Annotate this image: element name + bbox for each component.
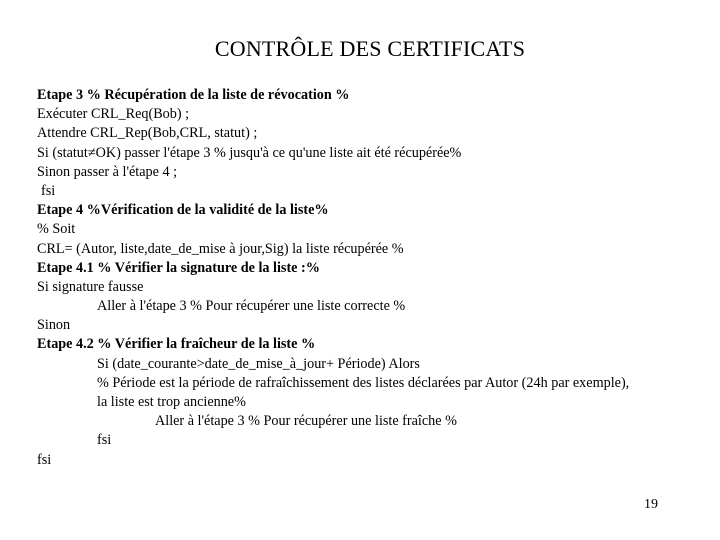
slide-title: CONTRÔLE DES CERTIFICATS	[214, 36, 526, 61]
algorithm-line: % Soit	[37, 221, 76, 238]
algorithm-line: fsi	[41, 182, 56, 199]
algorithm-line: Si signature fausse	[37, 278, 144, 295]
page-number: 19	[644, 497, 658, 512]
algorithm-line: la liste est trop ancienne%	[97, 394, 246, 410]
algorithm-line: fsi	[97, 432, 112, 449]
algorithm-line: Aller à l'étape 3 % Pour récupérer une liste fraîche %	[155, 413, 457, 430]
algorithm-line: % Période est la période de rafraîchissement des listes déclarées par Autor (24h par exemple),	[97, 374, 630, 391]
algorithm-line: Si (date_courante>date_de_mise_à_jour+ Période) Alors	[97, 355, 420, 372]
step-4-1-heading: Etape 4.1 % Vérifier la signature de la liste :%	[37, 259, 320, 276]
algorithm-line: Exécuter CRL_Req(Bob) ;	[37, 106, 190, 123]
algorithm-line: Si (statut≠OK) passer l'étape 3 % jusqu'à ce qu'une liste ait été récupérée%	[37, 144, 462, 161]
algorithm-line: Aller à l'étape 3 % Pour récupérer une liste correcte %	[97, 298, 406, 315]
step-4-heading: Etape 4 %Vérification de la validité de la liste%	[37, 202, 329, 219]
algorithm-line: CRL= (Autor, liste,date_de_mise à jour,Sig) la liste récupérée %	[37, 240, 404, 257]
algorithm-line: fsi	[37, 451, 52, 468]
algorithm-line: Attendre CRL_Rep(Bob,CRL, statut) ;	[37, 125, 258, 142]
algorithm-line: Sinon	[37, 317, 71, 334]
step-4-2-heading: Etape 4.2 % Vérifier la fraîcheur de la liste %	[37, 336, 316, 353]
step-3-heading: Etape 3 % Récupération de la liste de révocation %	[37, 87, 350, 103]
algorithm-line: Sinon passer à l'étape 4 ;	[37, 163, 178, 180]
algorithm-text	[37, 86, 707, 470]
